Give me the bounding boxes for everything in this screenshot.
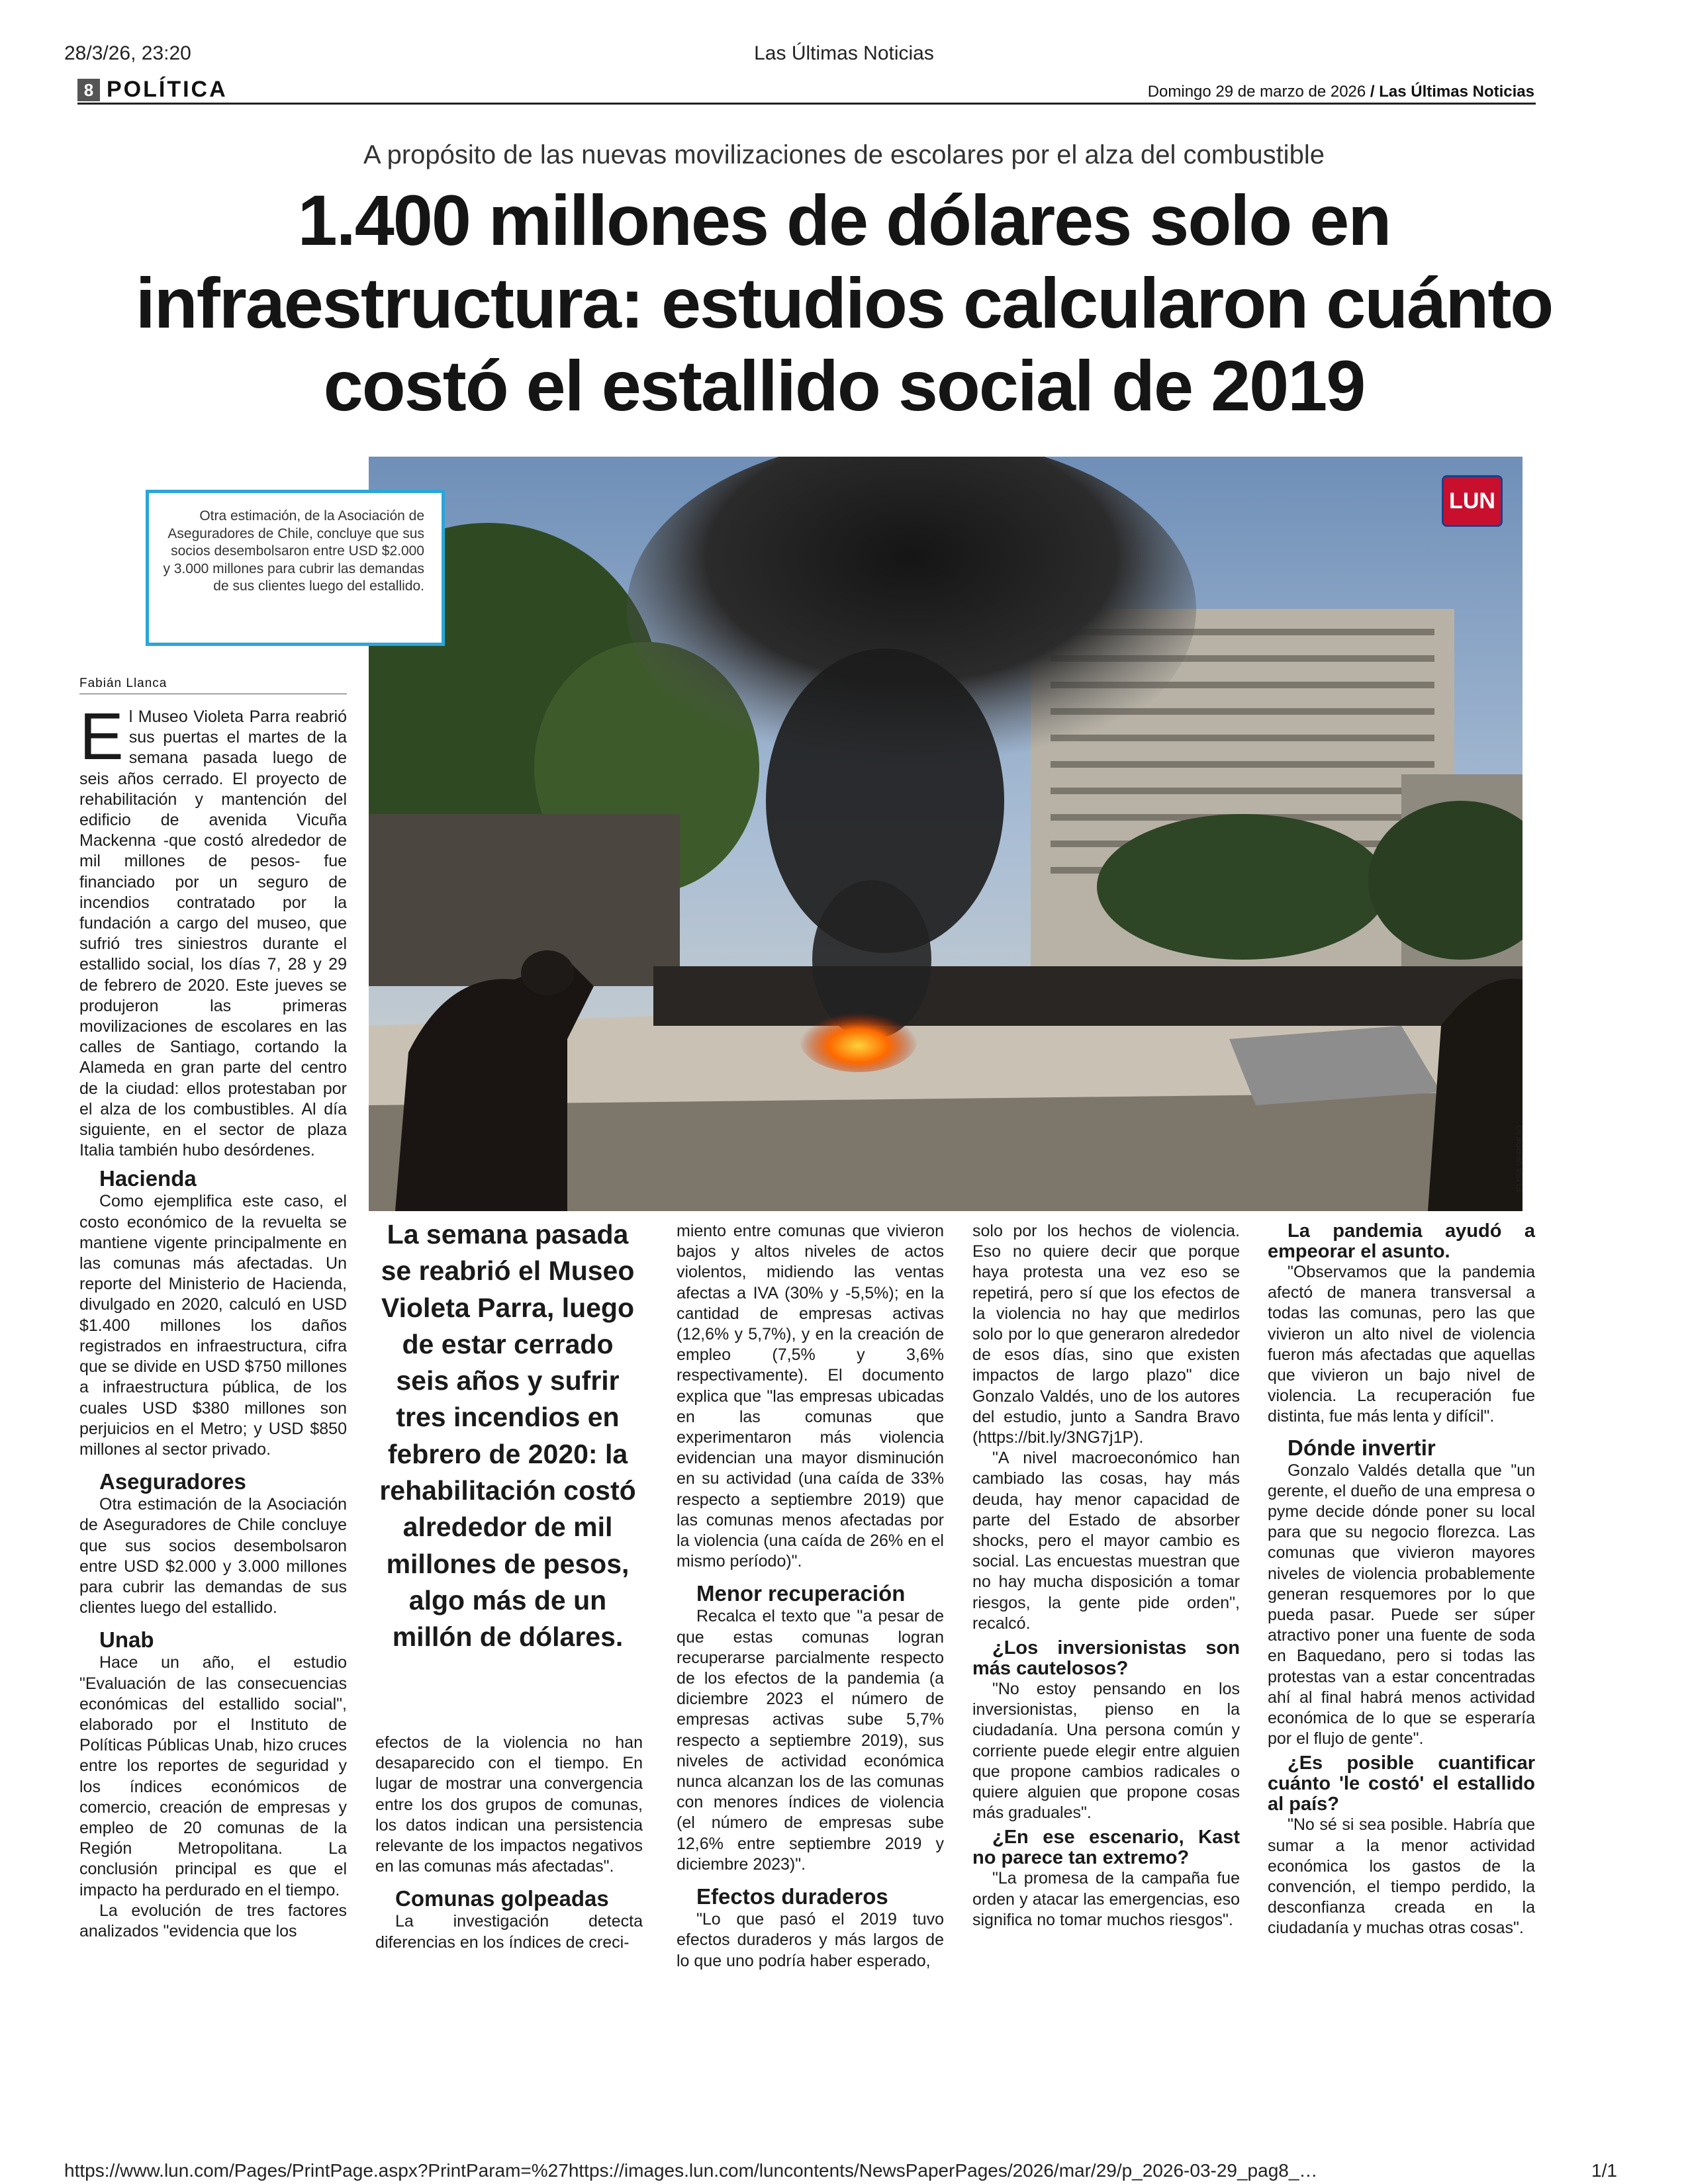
subhead-menor: Menor recuperación	[696, 1581, 906, 1606]
column-1	[79, 700, 347, 1942]
header-rule	[77, 103, 1536, 105]
column-3	[677, 1221, 944, 1972]
print-url: https://www.lun.com/Pages/PrintPage.aspx?PrintParam=%27https://images.lun.com/luncontents/NewsPaperPages/2026/mar/29/p_2026-03-29_pag8_…	[64, 2160, 1318, 2181]
photo-credit: ELISA VERDEJO	[1515, 1125, 1524, 1193]
question-inversionistas: ¿Los inversionistas son más cautelosos?	[972, 1637, 1240, 1680]
column-5	[1268, 1221, 1535, 1939]
headline: 1.400 millones de dólares solo en infraestructura: estudios calcularon cuánto costó el estallido social de 2019	[135, 180, 1553, 426]
lun-logo-badge: LUN	[1442, 475, 1503, 527]
col2-text: efectos de la violencia no han desaparecido con el tiempo. En lugar de mostrar una convergencia entre los dos grupos de comunas, los datos indican una persistencia relevante de los impactos negativos en las comunas más afectadas".	[375, 1733, 643, 1876]
col3-menor-text: Recalca el texto que "a pesar de que estas comunas logran recuperarse parcialmente respecto de los efectos de la pandemia (a diciembre 2023 el número de empresas activas sube 5,7% respecto a septiembre 2019), sus niveles de actividad económica nunca alcanzan los de las comunas con menores índices de violencia (el número de empresas sube 12,6% entre septiembre 2019 y diciembre 2023)".	[677, 1607, 944, 1874]
callout-box: Otra estimación, de la Asociación de Aseguradores de Chile, concluye que sus socios desembolsaron entre USD $2.000 y 3.000 millones para cubrir las demandas de sus clientes luego del estallido.	[146, 490, 445, 646]
protest-photo	[369, 457, 1523, 1211]
col4-answer-2: "La promesa de la campaña fue orden y atacar las emergencias, eso significa no tomar muchos riesgos".	[972, 1869, 1240, 1929]
column-4	[972, 1221, 1240, 1931]
subhead-comunas: Comunas golpeadas	[395, 1886, 609, 1911]
col2-comunas-text: La investigación detecta diferencias en los índices de creci-	[375, 1912, 643, 1952]
question-pandemia: La pandemia ayudó a empeorar el asunto.	[1268, 1220, 1535, 1262]
photo-illustration	[369, 457, 1523, 1211]
col3-text: miento entre comunas que vivieron bajos y altos niveles de actos violentos, midiendo las ventas afectas a IVA (30% y -5,5%); en la cantidad de empresas activas (12,6% y 5,7%), y en la creación de empleo (7,5% y 3,6% respectivamente). El documento explica que "las empresas ubicadas en las comunas que experimentaron más violencia evidencian una mayor disminución en su actividad (una caída de 33% respecto a septiembre 2019) que las comunas menos afectadas por la violencia (una caída de 26% en el mismo período)".	[677, 1222, 944, 1571]
drop-cap: E	[79, 700, 124, 774]
col5-answer-2: "No sé si sea posible. Habría que sumar a la menor actividad económica los gastos de la convención, el tiempo perdido, la desconfianza creada en la ciudadanía y muchas otras cosas".	[1268, 1815, 1535, 1938]
subhead-unab: Unab	[99, 1627, 154, 1653]
col1-intro	[79, 700, 347, 1161]
dateline	[1148, 83, 1534, 101]
subhead-hacienda: Hacienda	[99, 1166, 197, 1191]
subhead-donde-invertir: Dónde invertir	[1288, 1435, 1436, 1460]
col5-donde-text: Gonzalo Valdés detalla que "un gerente, el dueño de una empresa o pyme decide dónde poner su local para que su negocio florezca. Las comunas que vivieron mayores niveles de violencia probablemente generan resquemores por lo que pueda pasar. Puede ser súper atractivo poner una fuente de soda en Baquedano, pero si todas las protestas van a estar concentradas ahí al final habrá menos actividad económica de lo que se esperaría por el flujo de gente".	[1268, 1461, 1535, 1749]
col1-hacienda-text: Como ejemplifica este caso, el costo económico de la revuelta se mantiene vigente principalmente en las comunas más afectadas. Un reporte del Ministerio de Hacienda, divulgado en 2020, calculó en USD $1.400 millones los daños registrados en infraestructura, cifra que se divide en USD $750 millones a infraestructura pública, de los cuales USD $380 millones son perjuicios en el Metro; y USD $850 millones al sector privado.	[79, 1192, 347, 1459]
question-cuantificar: ¿Es posible cuantificar cuánto 'le costó' el estallido al país?	[1268, 1752, 1535, 1815]
col3-efectos-text: "Lo que pasó el 2019 tuvo efectos duraderos y más largos de lo que uno podría haber esperado,	[677, 1910, 944, 1970]
print-site-title: Las Últimas Noticias	[754, 42, 934, 64]
col1-intro-text: l Museo Violeta Parra reabrió sus puertas el martes de la semana pasada luego de seis años cerrado. El proyecto de rehabilitación y mantención del edificio de avenida Vicuña Mackenna -que costó alrededor de mil millones de pesos- fue financiado por un seguro de incendios contratado por la fundación a cargo del museo, que sufrió tres siniestros durante el estallido social, los días 7, 28 y 29 de febrero de 2020. Este jueves se produjeron las primeras movilizaciones de escolares en las calles de Santiago, cortando la Alameda en gran parte del centro de la ciudad: ellos protestaban por el alza de los combustibles. Al día siguiente, en el sector de plaza Italia también hubo desórdenes.	[79, 707, 347, 1160]
col4-text: solo por los hechos de violencia. Eso no quiere decir que porque haya protesta una vez eso se repetirá, pero sí que los efectos de la violencia no hay que medirlos solo por lo que generaron alrededor de esos días, sino que existen impactos de largo plazo" dice Gonzalo Valdés, uno de los autores del estudio, junto a Sandra Bravo (https://bit.ly/3NG7j1P).	[972, 1222, 1240, 1447]
col4-answer-1: "No estoy pensando en los inversionistas, pienso en la ciudadanía. Una persona común y corriente puede elegir entre alguien que propone cambios radicales o quiere alguien que propone cosas más graduales".	[972, 1680, 1240, 1823]
dateline-paper: Las Últimas Noticias	[1379, 83, 1534, 101]
pull-quote: La semana pasada se reabrió el Museo Violeta Parra, luego de estar cerrado seis años y sufrir tres incendios en febrero de 2020: la rehabilitación costó alrededor de mil millones de pesos, algo más de un millón de dólares.	[379, 1219, 636, 1653]
col5-answer-1: "Observamos que la pandemia afectó de manera transversal a todas las comunas, pero las que vivieron un alto nivel de violencia fueron más afectadas que aquellas que vivieron un bajo nivel de violencia. La recuperación fue distinta, fue más lenta y difícil".	[1268, 1263, 1535, 1426]
print-page-count: 1/1	[1591, 2160, 1617, 2181]
section-name: POLÍTICA	[107, 77, 228, 102]
question-kast: ¿En ese escenario, Kast no parece tan extremo?	[972, 1827, 1240, 1869]
subhead-aseguradores: Aseguradores	[99, 1469, 246, 1494]
dateline-date: Domingo 29 de marzo de 2026	[1147, 83, 1366, 101]
col1-unab-text-2: La evolución de tres factores analizados "evidencia que los	[79, 1901, 347, 1940]
column-2	[375, 1733, 643, 1953]
section-header	[77, 77, 228, 103]
print-datetime: 28/3/26, 23:20	[64, 42, 191, 64]
col4-text-2: "A nivel macroeconómico han cambiado las cosas, hay más deuda, hay menor capacidad de parte del Estado de absorber shocks, pero el mayor cambio es social. Las encuestas muestran que no hay mucha disposición a tomar riesgos, la gente pide orden", recalcó.	[972, 1449, 1240, 1633]
dateline-separator: /	[1370, 83, 1375, 101]
byline: Fabián Llanca	[79, 676, 167, 690]
col1-aseguradores-text: Otra estimación de la Asociación de Aseguradores de Chile concluye que sus socios desembolsaron entre USD $2.000 y 3.000 millones para cubrir las demandas de sus clientes luego del estallido.	[79, 1495, 347, 1617]
col1-unab-text: Hace un año, el estudio "Evaluación de las consecuencias económicas del estallido social", elaborado por el Instituto de Políticas Públicas Unab, hizo cruces entre los reportes de seguridad y los índices económicos de comercio, creación de empresas y empleo de 20 comunas de la Región Metropolitana. La conclusión principal es que el impacto ha perdurado en el tiempo.	[79, 1653, 347, 1899]
kicker: A propósito de las nuevas movilizaciones de escolares por el alza del combustible	[363, 140, 1325, 169]
subhead-efectos: Efectos duraderos	[696, 1884, 888, 1909]
section-number: 8	[77, 79, 100, 101]
